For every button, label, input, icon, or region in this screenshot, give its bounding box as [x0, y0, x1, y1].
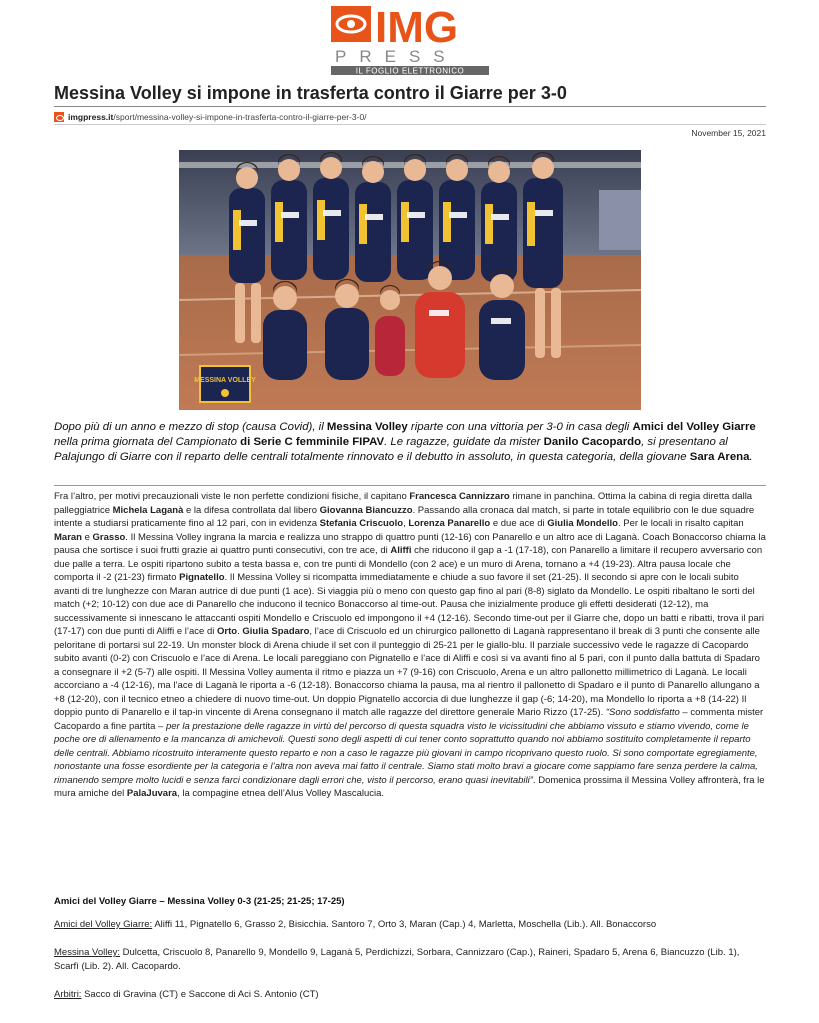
body-segment: Maran: [54, 531, 82, 543]
lead-segment: Messina Volley: [326, 421, 408, 433]
roster-messina: [54, 946, 766, 974]
body-segment: Grasso: [92, 531, 126, 543]
body-segment: PalaJuvara: [126, 788, 178, 799]
roster-label: Amici del Volley Giarre:: [54, 919, 153, 930]
lead-segment: , si presentano al Palajungo di Giarre con il reparto delle centrali totalmente rinnovato e il debutto in assoluto, in questa categoria, della giovane: [54, 436, 728, 463]
publish-date: November 15, 2021: [691, 128, 766, 138]
body-segment: Francesca Cannizzaro: [409, 491, 510, 502]
body-segment: . Per le locali in risalto capitan: [617, 518, 744, 529]
roster-giarre: [54, 918, 766, 932]
body-segment: “Sono soddisfatto: [605, 707, 680, 718]
team-photo: [179, 150, 641, 410]
body-segment: , l’ace di Criscuolo ed un chirurgico pallonetto di Laganà rappresentano il break di 3 punti che consente alle peloritane di portarsi sul 22-19. Un monster block di Arena chiude il set con il punteggio di 25-21 per le giallo-blu. Il parziale successivo vede le ragazze di Cacopardo subito avanti (0-2) con Criscuolo e l’ace di Arena. Le locali pareggiano con Pignatello e l’ace di Aliffi e così si va avanti fino al 5 pari, con il punto dalla battuta di Spadaro a consegnare il +2 (5-7) alle ospiti. Il Messina Volley aumenta il ritmo e piazza un +7 (9-16) con Criscuolo, Arena e un altro pallonetto millimetrico di Laganà. Le locali accorciano a -4 (12-16), ma l’ace di Laganà le riporta a -6 (12-18). Bonaccorso chiama la pausa, ma al rientro il pallonetto di Spadaro e il punto di Panarello allungano a +8 (12-20), con il tecnico etneo a chiedere di nuovo time-out. Un doppio Pignatello accorcia di due lunghezze il gap (-6; 14-20), ma Mondello lo riporta a +8 (14-22) Il doppio punto di Panarello e il tap-in vincente di Arena consegnano il match alle ragazze del direttore generale Mario Rizzo (17-25).: [54, 626, 760, 718]
title-divider: [54, 106, 766, 107]
article-body: [54, 490, 766, 801]
body-segment: Michela Laganà: [112, 504, 184, 516]
body-segment: – commenta mister Cacopardo a fine partita –: [54, 707, 764, 732]
url-site[interactable]: imgpress.it: [68, 112, 114, 122]
body-segment: , la compagine etnea dell’Alus Volley Mascalucia.: [177, 788, 385, 799]
body-segment: Lorenza Panarello: [408, 518, 491, 529]
url-divider: [54, 124, 766, 125]
lead-segment: Danilo Cacopardo: [543, 436, 642, 448]
lead-segment: Sara Arena: [689, 451, 750, 463]
body-segment: che riducono il gap a -1 (17-18), con Panarello a limitare il recupero avversario con due palle a terra. Le ospiti ripartono subito a testa bassa e, con tre punti di Mondello (con 2 ace) e un muro di Arena, tornano a +4 (19-23). Altra pausa locale che comporta il -2 (21-23) firmato: [54, 545, 763, 583]
roster-label: Messina Volley:: [54, 947, 121, 958]
body-segment: e due ace di: [490, 518, 548, 529]
body-segment: .: [237, 626, 243, 637]
roster-referees: [54, 988, 766, 1002]
roster-label: Arbitri:: [54, 989, 82, 1000]
body-segment: . Il Messina Volley ingrana la marcia e realizza uno strappo di quattro punti (12-16) con Panarello e un altro ace di Laganà. Coach Bonaccorso chiama la pausa che sortisce i suoi frutti grazie ai quattro punti consecutivi, con tre ace, di: [54, 531, 766, 556]
url-path[interactable]: /sport/messina-volley-si-impone-in-trasferta-contro-il-giarre-per-3-0/: [113, 112, 367, 122]
body-segment: e la difesa controllata dal libero: [183, 504, 320, 516]
body-segment: Giulia Mondello: [547, 518, 618, 529]
article-title: Messina Volley si impone in trasferta contro il Giarre per 3-0: [54, 83, 567, 103]
body-segment: Stefania Criscuolo: [319, 518, 404, 529]
body-segment: Giovanna Biancuzzo: [319, 504, 413, 516]
roster-text: Sacco di Gravina (CT) e Saccone di Aci S. Antonio (CT): [81, 989, 319, 1000]
body-segment: . Passando alla cronaca dal match, si parte in totale equilibrio con le due squadre intente a studiarsi praticamente fino al 12 pari, con in evidenza: [54, 504, 755, 529]
lead-segment: .: [749, 451, 753, 463]
photo-caption: MESSINA VOLLEY: [194, 377, 256, 384]
body-segment: rimane in panchina. Ottima la cabina di regia diretta dalla palleggiatrice: [54, 491, 753, 516]
body-segment: ,: [403, 518, 409, 529]
source-url[interactable]: [54, 111, 367, 123]
img-press-logo[interactable]: [329, 4, 491, 76]
body-segment: Aliffi: [390, 545, 412, 556]
body-segment: . Il Messina Volley si ricompatta immediatamente e chiude a suo favore il set (21-25). Il secondo si apre con le locali subito avanti di tre lunghezze con Maran autrice di due punti (1 ace). Si viaggia più o meno con questo gap fino al pari (8-8) siglato da Mondello. Le ospiti ribaltano le sorti del match (+2; 10-12) con due ace di Panarello che inducono il tecnico Bonaccorso al time-out. Pausa che inizialmente produce gli effetti desiderati (12-12), ma successivamente si innescano le attaccanti ospiti Mondello e Criscuolo ed impongono il +4 (12-16). Secondo time-out per il Giarre che, dopo un batti e ribatti, trova il pari (17-17) con due punti di Aliffi e l’ace di: [54, 572, 764, 637]
logo-main-text: IMG: [375, 4, 459, 52]
body-segment: e: [81, 531, 93, 543]
lead-segment: . Le ragazze, guidate da mister: [384, 436, 544, 448]
logo-sub-text: PRESS: [335, 47, 458, 66]
lead-segment: riparte con una vittoria per 3-0 in casa degli: [407, 421, 633, 433]
body-segment: per la prestazione delle ragazze in virtù del percorso di questa squadra visto le vicissitudini che abbiamo vissuto e stiamo vivendo, come le poche ore di allenamento e la mancanza di amichevoli. Questi sono degli aspetti di cui tener conto soprattutto quando noi abbiamo sostituito completamente il reparto delle centrali. Abbiamo ricostruito interamente questo reparto e non a caso le ragazze più giovani in campo ricoprivano questo ruolo. Si sono comportate egregiamente, nonostante una fosse esordiente per la categoria e l’altra non aveva mai fatto il centrale. Siamo stati molto bravi a giocare come sappiamo fare senza perdere la calma, rimanendo sempre molto lucidi e senza farci condizionare dagli errori che, visto il percorso, erano quasi inevitabili”: [54, 720, 758, 786]
lead-divider: [54, 485, 766, 486]
body-segment: Fra l’altro, per motivi precauzionali viste le non perfette condizioni fisiche, il capitano: [54, 491, 410, 502]
lead-segment: Dopo più di un anno e mezzo di stop (causa Covid), il: [54, 421, 327, 433]
roster-text: Aliffi 11, Pignatello 6, Grasso 2, Bisicchia. Santoro 7, Orto 3, Maran (Cap.) 4, Marletta, Moschella (Lib.). All. Bonaccorso: [152, 919, 657, 930]
logo-tagline: IL FOGLIO ELETTRONICO: [355, 66, 465, 76]
body-segment: . Domenica prossima il Messina Volley affronterà, fra le mura amiche del: [54, 774, 765, 799]
lead-segment: nella prima giornata del Campionato: [54, 436, 241, 448]
body-segment: Pignatello: [179, 572, 225, 583]
article-lead: [54, 420, 766, 465]
site-favicon-icon: [54, 112, 64, 122]
body-segment: Orto: [217, 626, 238, 637]
body-segment: Giulia Spadaro: [242, 626, 310, 637]
roster-text: Dulcetta, Criscuolo 8, Panarello 9, Mondello 9, Laganà 5, Perdichizzi, Sorbara, Cannizzaro (Cap.), Raineri, Spadaro 5, Arena 6, Biancuzzo (Lib. 1), Scarfì (Lib. 2). All. Cacopardo.: [54, 947, 740, 972]
lead-segment: di Serie C femminile FIPAV: [240, 436, 385, 448]
match-result: Amici del Volley Giarre – Messina Volley 0-3 (21-25; 21-25; 17-25): [54, 896, 345, 907]
lead-segment: Amici del Volley Giarre: [632, 421, 756, 433]
